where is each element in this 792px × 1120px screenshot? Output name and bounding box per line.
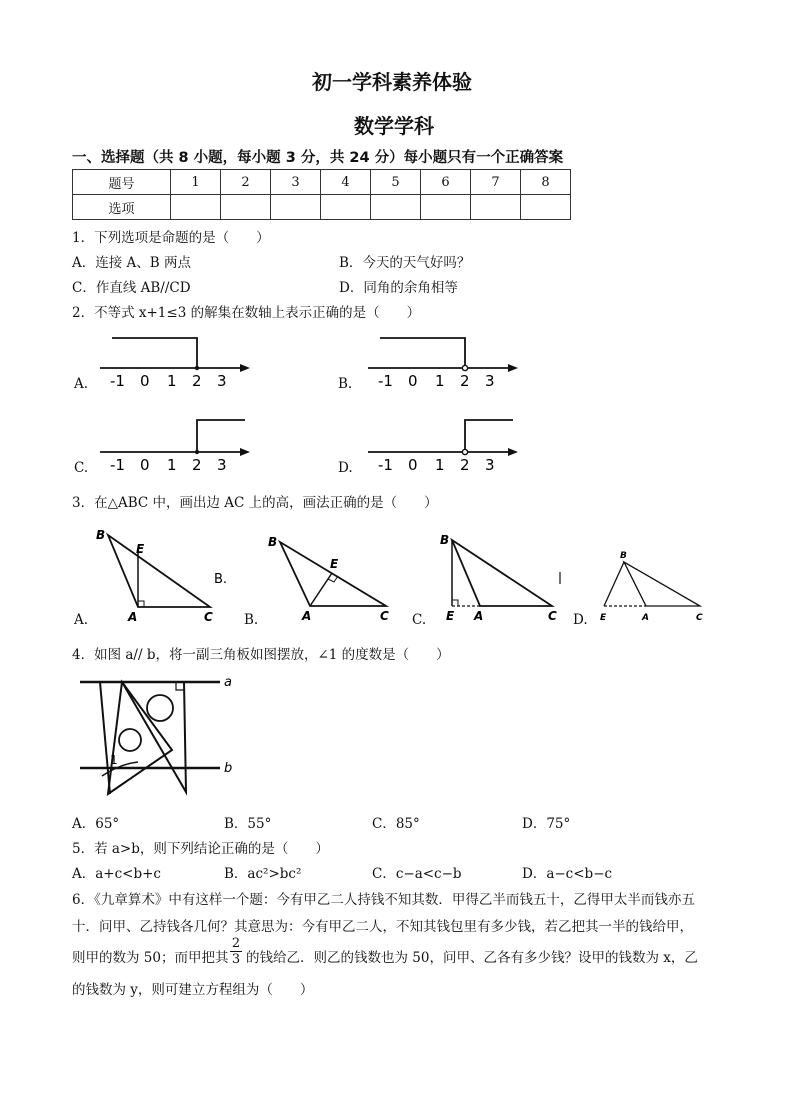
tick-label: -1 xyxy=(110,372,125,390)
answer-table xyxy=(72,169,571,220)
vertex-label: C xyxy=(380,609,389,623)
q4-stem: 4．如图 a// b，将一副三角板如图摆放，∠1 的度数是（ ） xyxy=(72,647,450,663)
tick-label: 3 xyxy=(217,372,227,390)
table-cell: 7 xyxy=(471,170,521,195)
q3-figure-d xyxy=(596,548,716,626)
answer-cell[interactable] xyxy=(521,195,571,220)
q4-figure xyxy=(80,672,240,802)
answer-cell[interactable] xyxy=(271,195,321,220)
fraction-numerator: 2 xyxy=(231,936,241,951)
page-title: 初一学科素养体验 xyxy=(312,70,472,94)
q6-line-3b: 的钱给乙．则乙的钱数也为 50，问甲、乙各有多少钱？设甲的钱数为 x，乙 xyxy=(246,950,698,966)
vertex-label: A xyxy=(474,609,484,623)
line-label: b xyxy=(224,761,233,776)
tick-label: 1 xyxy=(435,372,445,390)
q4-option-d: D．75° xyxy=(522,816,571,832)
q2-number-line-c xyxy=(100,412,260,474)
vertex-label: C xyxy=(696,613,703,623)
vertex-label: B xyxy=(620,551,627,561)
q2-label-d: D. xyxy=(338,460,353,476)
page-subtitle: 数学学科 xyxy=(354,114,434,138)
table-cell: 3 xyxy=(271,170,321,195)
section-heading: 一、选择题（共 8 小题，每小题 3 分，共 24 分）每小题只有一个正确答案 xyxy=(72,150,564,166)
tick-label: 2 xyxy=(192,456,202,474)
vertex-label: C xyxy=(204,610,213,624)
vertex-label: C xyxy=(548,609,557,623)
q2-number-line-d xyxy=(368,412,528,474)
vertex-label: A xyxy=(128,610,138,624)
table-cell: 1 xyxy=(171,170,221,195)
table-row xyxy=(73,195,571,220)
vertex-label: B xyxy=(96,528,106,542)
q2-label-a: A. xyxy=(74,376,89,392)
q3-figure-c xyxy=(432,530,572,625)
q2-number-line-b xyxy=(368,330,528,390)
vertex-label: E xyxy=(330,557,339,571)
tick-label: 1 xyxy=(167,456,177,474)
vertex-label: E xyxy=(136,542,145,556)
q5-option-a: A．a+c<b+c xyxy=(72,866,161,882)
answer-cell[interactable] xyxy=(471,195,521,220)
q3-label-a: A. xyxy=(74,612,89,628)
tick-label: 3 xyxy=(485,372,495,390)
q1-option-c: C．作直线 AB//CD xyxy=(72,280,191,296)
table-row-label: 题号 xyxy=(73,170,171,195)
tick-label: 1 xyxy=(435,456,445,474)
stray-mark: B. xyxy=(214,572,228,587)
tick-label: -1 xyxy=(378,372,393,390)
tick-label: 3 xyxy=(217,456,227,474)
answer-cell[interactable] xyxy=(421,195,471,220)
vertex-label: B xyxy=(440,533,450,547)
table-cell: 2 xyxy=(221,170,271,195)
q1-option-a: A．连接 A、B 两点 xyxy=(72,255,192,271)
q6-line-2: 十．问甲、乙持钱各几何？其意思为：今有甲乙二人，不知其钱包里有多少钱，若乙把其一半的钱给甲， xyxy=(72,919,693,935)
table-cell: 6 xyxy=(421,170,471,195)
q3-figure-a xyxy=(90,525,240,625)
q5-stem: 5．若 a>b，则下列结论正确的是（ ） xyxy=(72,841,329,857)
q3-label-d: D. xyxy=(573,612,588,628)
vertex-label: E xyxy=(446,609,455,623)
table-cell: 5 xyxy=(371,170,421,195)
q5-option-b: B．ac²>bc² xyxy=(224,866,302,882)
table-cell: 4 xyxy=(321,170,371,195)
table-row-label: 选项 xyxy=(73,195,171,220)
answer-cell[interactable] xyxy=(321,195,371,220)
tick-label: -1 xyxy=(110,456,125,474)
q5-option-d: D．a−c<b−c xyxy=(522,866,613,882)
tick-label: -1 xyxy=(378,456,393,474)
vertex-label: B xyxy=(268,535,278,549)
q4-option-b: B．55° xyxy=(224,816,272,832)
tick-label: 2 xyxy=(460,456,470,474)
vertex-label: E xyxy=(600,613,607,623)
q4-option-c: C．85° xyxy=(372,816,420,832)
q6-line-4: 的钱数为 y，则可建立方程组为（ ） xyxy=(72,982,314,998)
q6-line-3a: 则甲的数为 50；而甲把其 xyxy=(72,950,229,966)
tick-label: 1 xyxy=(167,372,177,390)
q2-number-line-a xyxy=(100,330,260,390)
q6-fraction xyxy=(230,936,242,968)
q3-figure-b xyxy=(262,530,402,625)
tick-label: 0 xyxy=(408,372,418,390)
q2-label-c: C. xyxy=(74,460,89,476)
q1-option-d: D．同角的余角相等 xyxy=(339,280,458,296)
tick-label: 2 xyxy=(192,372,202,390)
q1-option-b: B．今天的天气好吗？ xyxy=(339,255,471,271)
tick-label: 0 xyxy=(140,456,150,474)
tick-label: 0 xyxy=(408,456,418,474)
q6-line-1: 6．《九章算术》中有这样一个题：今有甲乙二人持钱不知其数．甲得乙半而钱五十，乙得甲太半而钱亦五 xyxy=(72,892,695,908)
q5-option-c: C．c−a<c−b xyxy=(372,866,462,882)
line-label: a xyxy=(224,675,232,690)
q1-stem: 1．下列选项是命题的是（ ） xyxy=(72,230,270,246)
q2-label-b: B. xyxy=(338,376,353,392)
fraction-denominator: 3 xyxy=(231,952,241,967)
q2-stem: 2．不等式 x+1≤3 的解集在数轴上表示正确的是（ ） xyxy=(72,305,421,321)
table-cell: 8 xyxy=(521,170,571,195)
q4-option-a: A．65° xyxy=(72,816,120,832)
answer-cell[interactable] xyxy=(371,195,421,220)
q3-label-c: C. xyxy=(412,612,427,628)
vertex-label: A xyxy=(302,609,312,623)
answer-cell[interactable] xyxy=(221,195,271,220)
table-row xyxy=(73,170,571,195)
q3-stem: 3．在△ABC 中，画出边 AC 上的高，画法正确的是（ ） xyxy=(72,495,438,511)
angle-label: 1 xyxy=(110,753,118,767)
tick-label: 2 xyxy=(460,372,470,390)
vertex-label: A xyxy=(642,613,649,623)
tick-label: 3 xyxy=(485,456,495,474)
tick-label: 0 xyxy=(140,372,150,390)
answer-cell[interactable] xyxy=(171,195,221,220)
q3-label-b: B. xyxy=(244,612,259,628)
